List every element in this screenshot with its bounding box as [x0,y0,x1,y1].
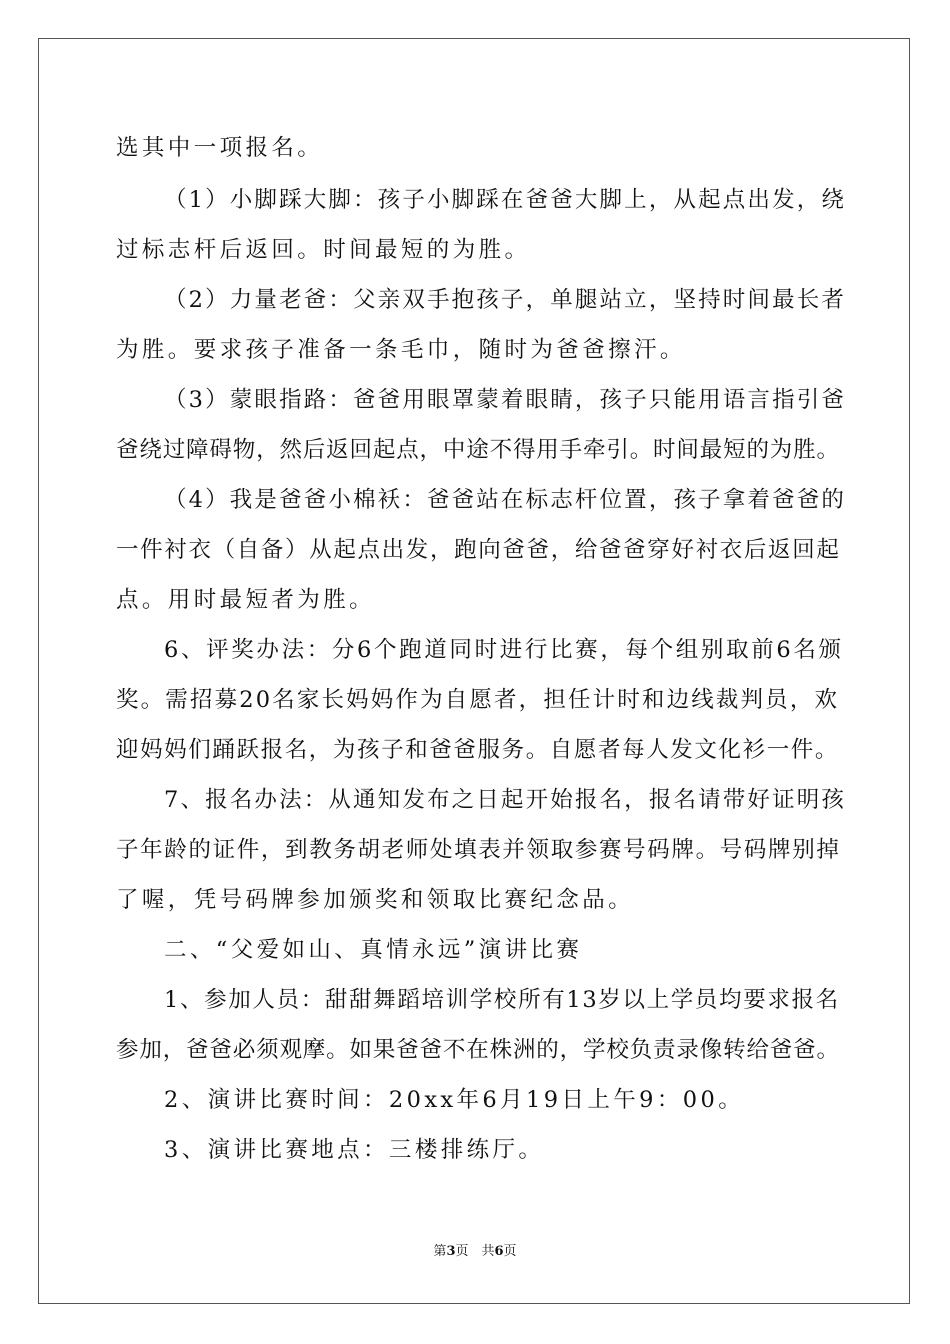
text-line: 参加，爸爸必须观摩。如果爸爸不在株洲的，学校负责录像转给爸爸。 [116,1037,840,1063]
text-line: 7、报名办法：从通知发布之日起开始报名，报名请带好证明孩 [164,787,847,813]
text-line: 6、评奖办法：分6个跑道同时进行比赛，每个组别取前6名颁 [164,637,844,663]
page-number-suffix: 页 [503,1244,517,1259]
text-line: 过标志杆后返回。时间最短的为胜。 [116,237,531,263]
text-line: 点。用时最短者为胜。 [116,587,376,613]
text-line: 2、演讲比赛时间：20xx年6月19日上午9：00。 [164,1087,745,1113]
text-line: 一件衬衣（自备）从起点出发，跑向爸爸，给爸爸穿好衬衣后返回起 [116,537,841,563]
text-line: 子年龄的证件，到教务胡老师处填表并领取参赛号码牌。号码牌别掉 [116,837,841,863]
text-line: （4）我是爸爸小棉袄：爸爸站在标志杆位置，孩子拿着爸爸的 [164,487,847,513]
text-line: （1）小脚踩大脚：孩子小脚踩在爸爸大脚上，从起点出发，绕 [164,187,847,213]
text-line: 3、演讲比赛地点：三楼排练厅。 [164,1137,545,1163]
text-line: 奖。需招募20名家长妈妈作为自愿者，担任计时和边线裁判员，欢 [116,687,840,713]
page-footer [0,1243,950,1261]
text-line: 了喔，凭号码牌参加颁奖和领取比赛纪念品。 [116,887,635,913]
text-line: 1、参加人员：甜甜舞蹈培训学校所有13岁以上学员均要求报名 [164,987,840,1013]
section-heading: 二、“父爱如山、真情永远”演讲比赛 [164,937,583,963]
text-line: 为胜。要求孩子准备一条毛巾，随时为爸爸擦汗。 [116,337,686,363]
page-number-current: 3 [446,1244,456,1259]
text-line: （2）力量老爸：父亲双手抱孩子，单腿站立，坚持时间最长者 [164,287,847,313]
page-number-total: 6 [494,1244,504,1259]
page-number-prefix: 第 [433,1244,447,1259]
page-number-mid: 页 共 [455,1244,495,1259]
text-line: （3）蒙眼指路：爸爸用眼罩蒙着眼睛，孩子只能用语言指引爸 [164,387,847,413]
text-line: 迎妈妈们踊跃报名，为孩子和爸爸服务。自愿者每人发文化衫一件。 [116,737,840,763]
text-line: 爸绕过障碍物，然后返回起点，中途不得用手牵引。时间最短的为胜。 [116,437,840,463]
text-line: 选其中一项报名。 [116,135,324,161]
